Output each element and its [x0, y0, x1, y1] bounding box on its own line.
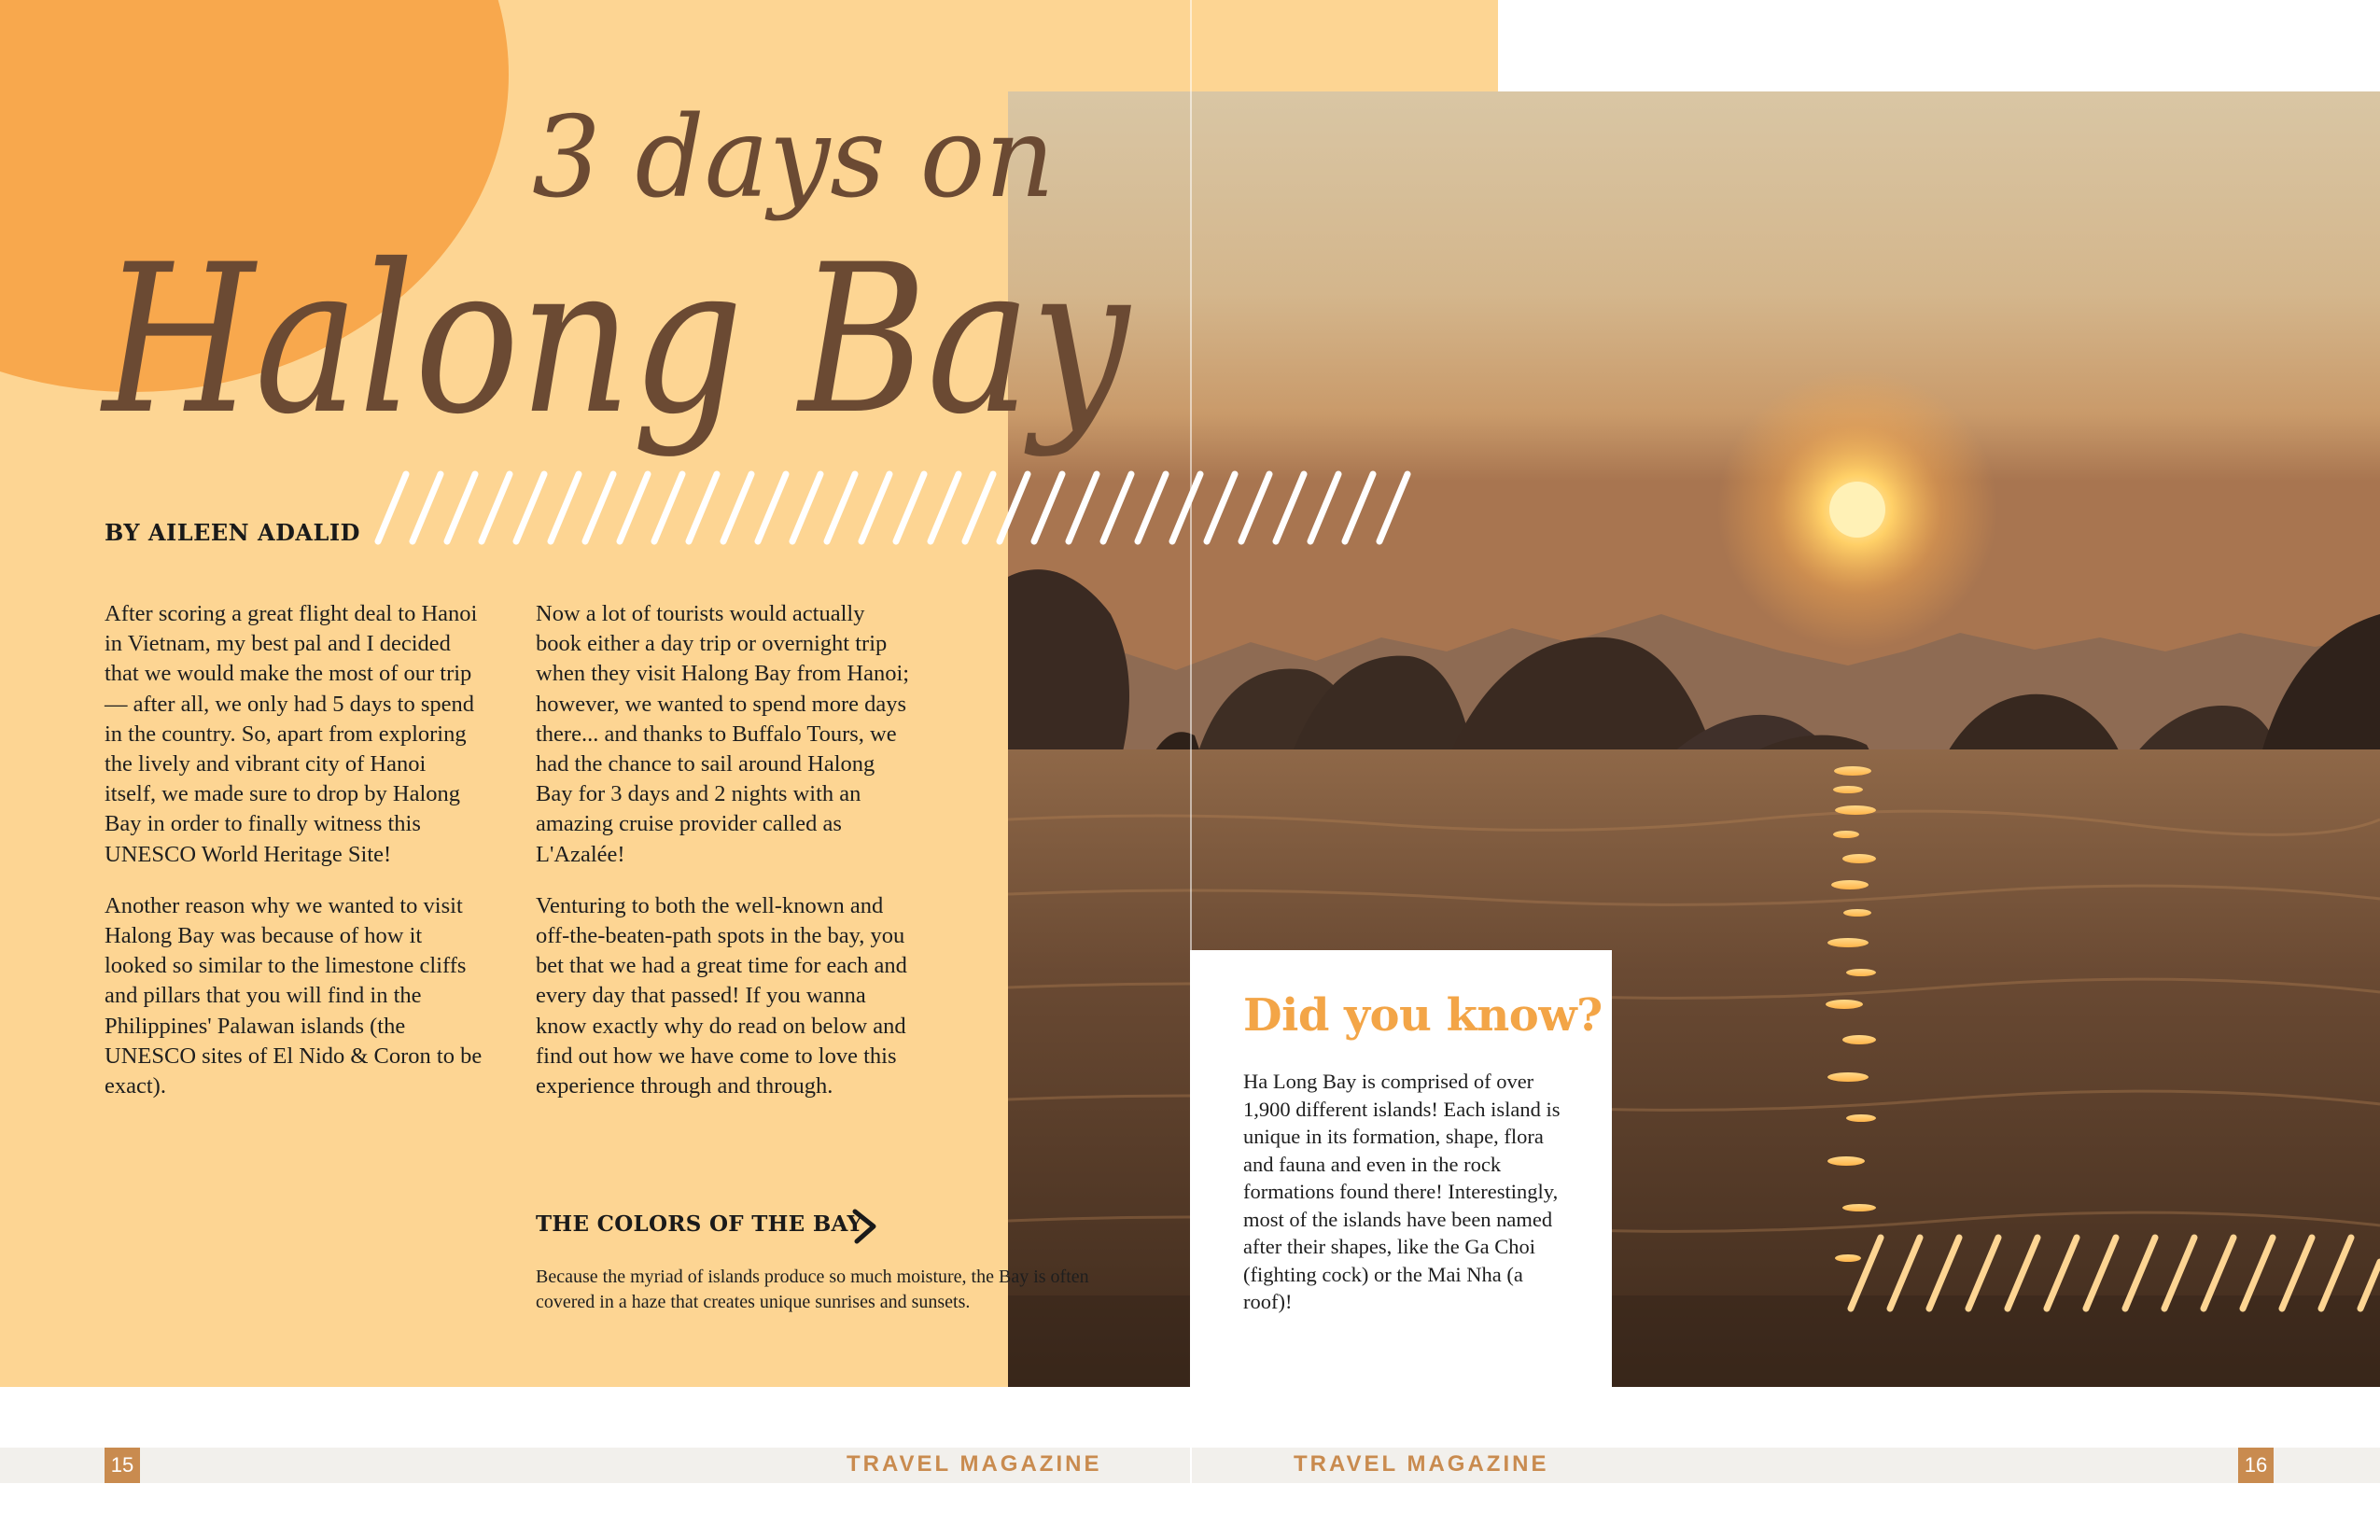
right-page-top-band — [1190, 0, 1498, 93]
slash-divider-top — [369, 467, 1442, 551]
colors-section-heading: THE COLORS OF THE BAY — [536, 1211, 863, 1237]
article-column-2 — [536, 599, 914, 1123]
title-script — [84, 75, 1157, 485]
page-number-right: 16 — [2238, 1448, 2274, 1483]
did-you-know-body: Ha Long Bay is comprised of over 1,900 different islands! Each island is unique in its formation, shape, flora and fauna and even in the rock formations found there! Interestingly, most of the islands have been named after their shapes, like the Ga Choi (fighting cock) or the Mai Nha (a roof)! — [1243, 1070, 1561, 1313]
paragraph: After scoring a great flight deal to Hanoi in Vietnam, my best pal and I decided that we would make the most of our trip — after all, we only had 5 days to spend in the country. So, apart from exploring the lively and vibrant city of Hanoi itself, we made sure to drop by Halong Bay in order to finally witness this UNESCO World Heritage Site! — [105, 601, 478, 867]
paragraph: Another reason why we wanted to visit Halong Bay was because of how it looked so similar to the limestone cliffs and pillars that you will find in the Philippines' Palawan islands (the UNESCO sites of El Nido & Coron to be exact). — [105, 892, 483, 1099]
magazine-name-left: TRAVEL MAGAZINE — [847, 1451, 1102, 1477]
page-number-left: 15 — [105, 1448, 140, 1483]
title-line-1: 3 days on — [532, 93, 1055, 223]
magazine-name-right: TRAVEL MAGAZINE — [1294, 1451, 1549, 1477]
colors-section-caption: Because the myriad of islands produce so much moisture, the Bay is often covered in a haze that creates unique sunrises and sunsets. — [536, 1267, 1089, 1312]
paragraph: Now a lot of tourists would actually book either a day trip or overnight trip when they visit Halong Bay from Hanoi; however, we wanted to spend more days there... and thanks to Buffalo Tours, we had the chance to sail around Halong Bay for 3 days and 2 nights with an amazing cruise provider called as L'Azalée! — [536, 601, 910, 867]
did-you-know-box — [1190, 950, 1612, 1387]
did-you-know-title: Did you know? — [1243, 989, 1603, 1042]
article-column-1 — [105, 599, 483, 1123]
paragraph: Venturing to both the well-known and off-the-beaten-path spots in the bay, you bet that we had a great time for each and every day that passed! If you wanna know exactly why do read on below and find out how we have come to love this experience through and through. — [536, 892, 907, 1099]
slash-divider-bottom — [1843, 1230, 2380, 1316]
title-line-2: Halong Bay — [99, 220, 1132, 459]
byline: BY AILEEN ADALID — [105, 519, 360, 546]
chevron-right-icon[interactable] — [847, 1208, 881, 1245]
